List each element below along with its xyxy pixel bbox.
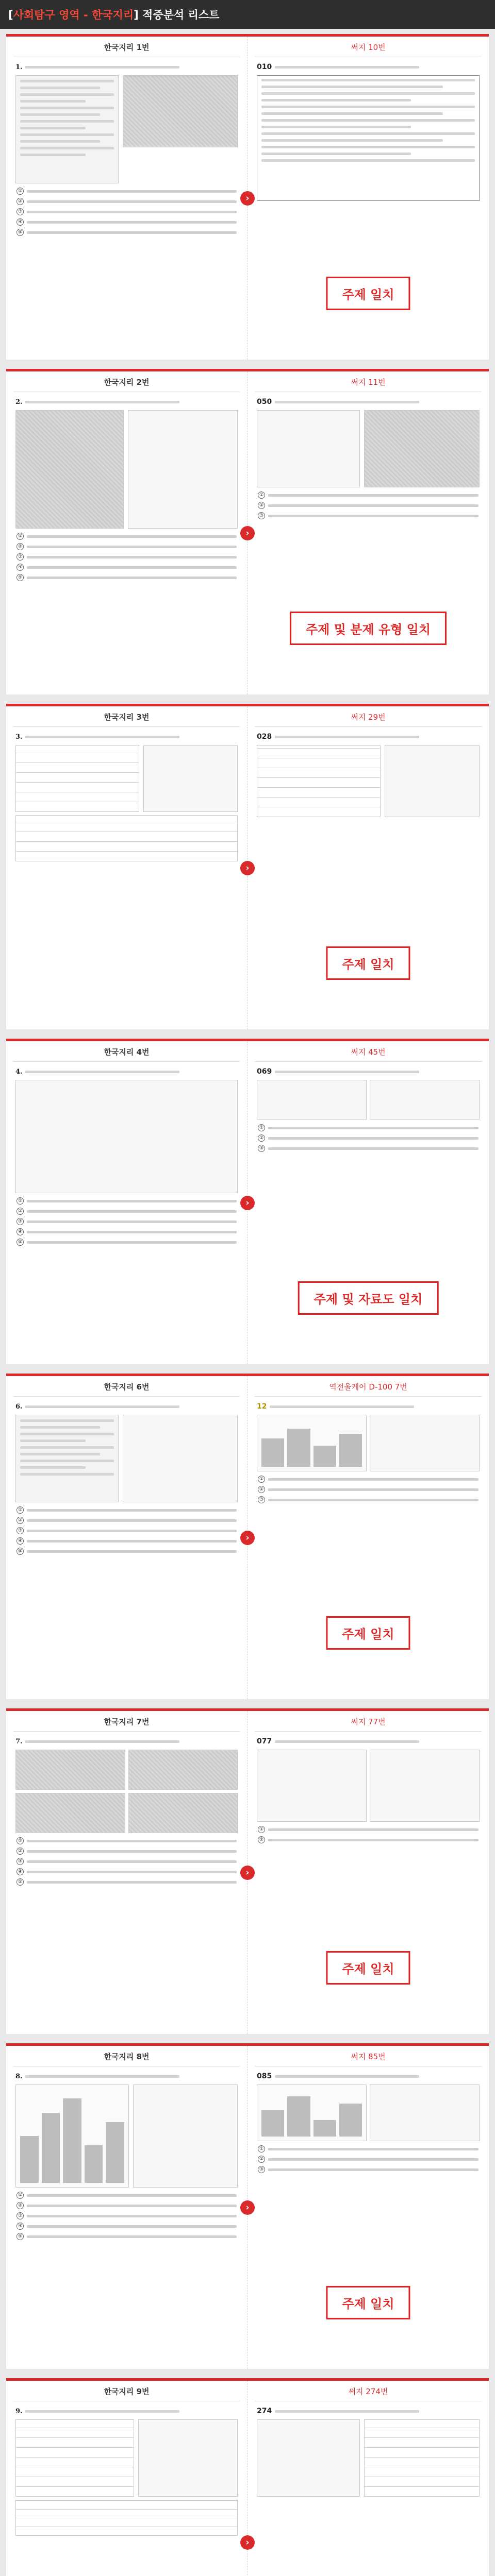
book-question-label: 역전올케어 D-100 7번 xyxy=(255,1376,482,1397)
bar-chart-figure xyxy=(257,2084,367,2141)
book-question-panel xyxy=(248,706,489,1029)
comparison-block xyxy=(6,1374,489,1699)
bar-chart-figure xyxy=(15,2084,129,2188)
question-textbox xyxy=(15,75,119,183)
answer-options xyxy=(258,1476,478,1503)
answer-option[interactable]: ① xyxy=(258,1476,478,1483)
answer-options xyxy=(16,533,237,581)
answer-options xyxy=(258,1124,478,1152)
answer-option[interactable]: ③ xyxy=(258,512,478,519)
map-thumbnails xyxy=(257,1080,480,1120)
answer-option[interactable]: ① xyxy=(16,188,237,195)
question-number: 8. xyxy=(15,2073,23,2080)
answer-options xyxy=(16,188,237,236)
answer-option[interactable]: ② xyxy=(258,1134,478,1142)
match-badge: 주제 일치 xyxy=(326,2286,410,2319)
photo-figure xyxy=(15,1750,125,1790)
answer-option[interactable]: ① xyxy=(258,1826,478,1833)
answer-option[interactable]: ② xyxy=(258,2156,478,2163)
comparison-block xyxy=(6,2043,489,2369)
answer-option[interactable]: ② xyxy=(16,198,237,205)
answer-options xyxy=(16,2192,237,2240)
answer-option[interactable]: ① xyxy=(258,1124,478,1131)
question-number: 6. xyxy=(15,1403,23,1411)
comparison-block xyxy=(6,369,489,694)
book-question-label: 써지 274번 xyxy=(255,2381,482,2401)
exam-question-panel xyxy=(6,1041,248,1364)
answer-option[interactable]: ② xyxy=(16,543,237,550)
map-figure xyxy=(370,1415,480,1471)
data-table xyxy=(15,745,139,812)
question-number: 7. xyxy=(15,1738,23,1745)
answer-option[interactable]: ② xyxy=(258,1486,478,1493)
answer-option[interactable]: ③ xyxy=(16,553,237,561)
map-figure xyxy=(257,410,360,487)
answer-options xyxy=(258,2145,478,2173)
match-badge: 주제 일치 xyxy=(326,946,410,980)
exam-question-panel xyxy=(6,706,248,1029)
answer-option[interactable]: ④ xyxy=(16,2223,237,2230)
question-number: 3. xyxy=(15,733,23,741)
arrow-right-icon: › xyxy=(240,861,255,875)
question-figure xyxy=(123,75,238,147)
arrow-right-icon: › xyxy=(240,2200,255,2215)
answer-option[interactable]: ① xyxy=(16,2192,237,2199)
answer-option[interactable]: ⑤ xyxy=(16,2233,237,2240)
answer-option[interactable]: ④ xyxy=(16,218,237,226)
map-figure xyxy=(128,410,238,529)
exam-question-panel xyxy=(6,2046,248,2369)
map-figure xyxy=(370,2084,480,2141)
answer-option[interactable]: ③ xyxy=(16,1527,237,1534)
book-question-label: 써지 85번 xyxy=(255,2046,482,2066)
comparison-block xyxy=(6,34,489,360)
match-badge: 주제 일치 xyxy=(326,277,410,310)
answer-option[interactable]: ⑤ xyxy=(16,229,237,236)
answer-option[interactable]: ③ xyxy=(258,2166,478,2173)
answer-option[interactable]: ② xyxy=(16,2202,237,2209)
answer-option[interactable]: ④ xyxy=(16,564,237,571)
match-badge: 주제 일치 xyxy=(326,1616,410,1650)
answer-option[interactable]: ⑤ xyxy=(16,1239,237,1246)
question-textbox xyxy=(15,1415,119,1502)
answer-option[interactable]: ① xyxy=(258,2145,478,2153)
exam-question-panel xyxy=(6,371,248,694)
bar-chart-figure xyxy=(257,1415,367,1471)
exam-question-label: 한국지리 3번 xyxy=(13,706,240,727)
answer-grid xyxy=(15,2500,238,2536)
arrow-right-icon: › xyxy=(240,526,255,540)
book-question-label: 써지 77번 xyxy=(255,1711,482,1732)
arrow-right-icon: › xyxy=(240,1866,255,1880)
page-title: [사회탐구 영역 - 한국지리] 적중분석 리스트 xyxy=(8,9,220,21)
exam-question-panel xyxy=(6,37,248,360)
map-figure xyxy=(370,1750,480,1822)
book-question-code: 077 xyxy=(257,1737,272,1745)
match-badge: 주제 및 자료도 일치 xyxy=(298,1281,439,1315)
comparison-block xyxy=(6,704,489,1029)
arrow-right-icon: › xyxy=(240,1531,255,1545)
comparison-block xyxy=(6,2378,489,2576)
book-question-label: 써지 11번 xyxy=(255,371,482,392)
answer-options xyxy=(16,1197,237,1246)
book-question-panel xyxy=(248,371,489,694)
answer-option[interactable]: ③ xyxy=(16,208,237,215)
exam-question-label: 한국지리 4번 xyxy=(13,1041,240,1062)
answer-option[interactable]: ③ xyxy=(16,2212,237,2219)
answer-option[interactable]: ④ xyxy=(16,1537,237,1545)
exam-question-label: 한국지리 2번 xyxy=(13,371,240,392)
answer-option[interactable]: ① xyxy=(16,1506,237,1514)
answer-options xyxy=(16,1506,237,1555)
page-header xyxy=(0,0,495,29)
book-question-panel xyxy=(248,2381,489,2576)
answer-option[interactable]: ② xyxy=(16,1848,237,1855)
photo-figure xyxy=(15,1793,125,1833)
map-figure xyxy=(133,2084,238,2188)
map-figure xyxy=(123,1415,238,1502)
exam-question-label: 한국지리 8번 xyxy=(13,2046,240,2066)
book-question-code: 274 xyxy=(257,2407,272,2415)
photo-thumbnails xyxy=(15,1750,238,1833)
match-badge: 주제 및 분제 유형 일치 xyxy=(290,612,447,645)
book-question-code: 010 xyxy=(257,63,272,71)
exam-question-label: 한국지리 1번 xyxy=(13,37,240,57)
answer-option[interactable]: ② xyxy=(258,1836,478,1843)
arrow-right-icon: › xyxy=(240,191,255,206)
arrow-right-icon: › xyxy=(240,1196,255,1210)
exam-question-label: 한국지리 6번 xyxy=(13,1376,240,1397)
arrow-right-icon: › xyxy=(240,2535,255,2550)
comparison-block xyxy=(6,1039,489,1364)
answer-options xyxy=(258,492,478,519)
answer-option[interactable]: ① xyxy=(16,533,237,540)
answer-option[interactable]: ④ xyxy=(16,1228,237,1235)
data-table xyxy=(15,2419,134,2497)
map-figure xyxy=(257,2419,360,2497)
book-question-label: 써지 45번 xyxy=(255,1041,482,1062)
answer-option[interactable]: ① xyxy=(16,1837,237,1844)
answer-option[interactable]: ④ xyxy=(16,1868,237,1875)
answer-options xyxy=(16,1837,237,1886)
answer-option[interactable]: ① xyxy=(16,1197,237,1205)
answer-option[interactable]: ① xyxy=(258,492,478,499)
question-number: 4. xyxy=(15,1068,23,1076)
data-table xyxy=(257,745,381,817)
answer-option[interactable]: ③ xyxy=(16,1218,237,1225)
exam-question-panel xyxy=(6,1376,248,1699)
map-figure xyxy=(257,1080,367,1120)
subject-highlight: 사회탐구 영역 - 한국지리 xyxy=(13,9,134,21)
data-table xyxy=(15,815,238,861)
question-number: 2. xyxy=(15,398,23,406)
book-question-code: 050 xyxy=(257,398,272,406)
answer-option[interactable]: ⑤ xyxy=(16,1548,237,1555)
answer-option[interactable]: ② xyxy=(258,502,478,509)
exam-question-label: 한국지리 9번 xyxy=(13,2381,240,2401)
book-question-panel xyxy=(248,1711,489,2034)
answer-option[interactable]: ② xyxy=(16,1517,237,1524)
answer-option[interactable]: ⑤ xyxy=(16,574,237,581)
answer-option[interactable]: ③ xyxy=(16,1858,237,1865)
map-figure xyxy=(15,1080,238,1193)
photo-figure xyxy=(128,1750,238,1790)
map-figure xyxy=(257,1750,367,1822)
map-figure xyxy=(370,1080,480,1120)
book-question-code: 069 xyxy=(257,1067,272,1076)
comparison-block xyxy=(6,1708,489,2034)
book-question-label: 써지 10번 xyxy=(255,37,482,57)
answer-option[interactable]: ② xyxy=(16,1208,237,1215)
book-question-panel xyxy=(248,37,489,360)
book-question-code: 028 xyxy=(257,733,272,741)
exam-question-panel xyxy=(6,2381,248,2576)
aerial-photo xyxy=(15,410,124,529)
match-badge: 주제 일치 xyxy=(326,1951,410,1985)
answer-option[interactable]: ⑤ xyxy=(16,1878,237,1886)
question-number: 9. xyxy=(15,2408,23,2415)
book-question-textbox xyxy=(257,75,480,201)
book-question-code: 085 xyxy=(257,2072,272,2080)
question-number: 1. xyxy=(15,63,23,71)
map-figure xyxy=(385,745,480,817)
book-question-panel xyxy=(248,2046,489,2369)
book-question-panel xyxy=(248,1376,489,1699)
answer-option[interactable]: ③ xyxy=(258,1496,478,1503)
photo-figure xyxy=(364,410,480,487)
data-table xyxy=(364,2419,480,2497)
exam-question-label: 한국지리 7번 xyxy=(13,1711,240,1732)
map-figure xyxy=(138,2419,238,2497)
answer-options xyxy=(258,1826,478,1843)
book-question-code: 12 xyxy=(257,1402,267,1411)
exam-question-panel xyxy=(6,1711,248,2034)
book-question-label: 써지 29번 xyxy=(255,706,482,727)
photo-figure xyxy=(128,1793,238,1833)
map-figure xyxy=(143,745,238,812)
answer-option[interactable]: ③ xyxy=(258,1145,478,1152)
book-question-panel xyxy=(248,1041,489,1364)
